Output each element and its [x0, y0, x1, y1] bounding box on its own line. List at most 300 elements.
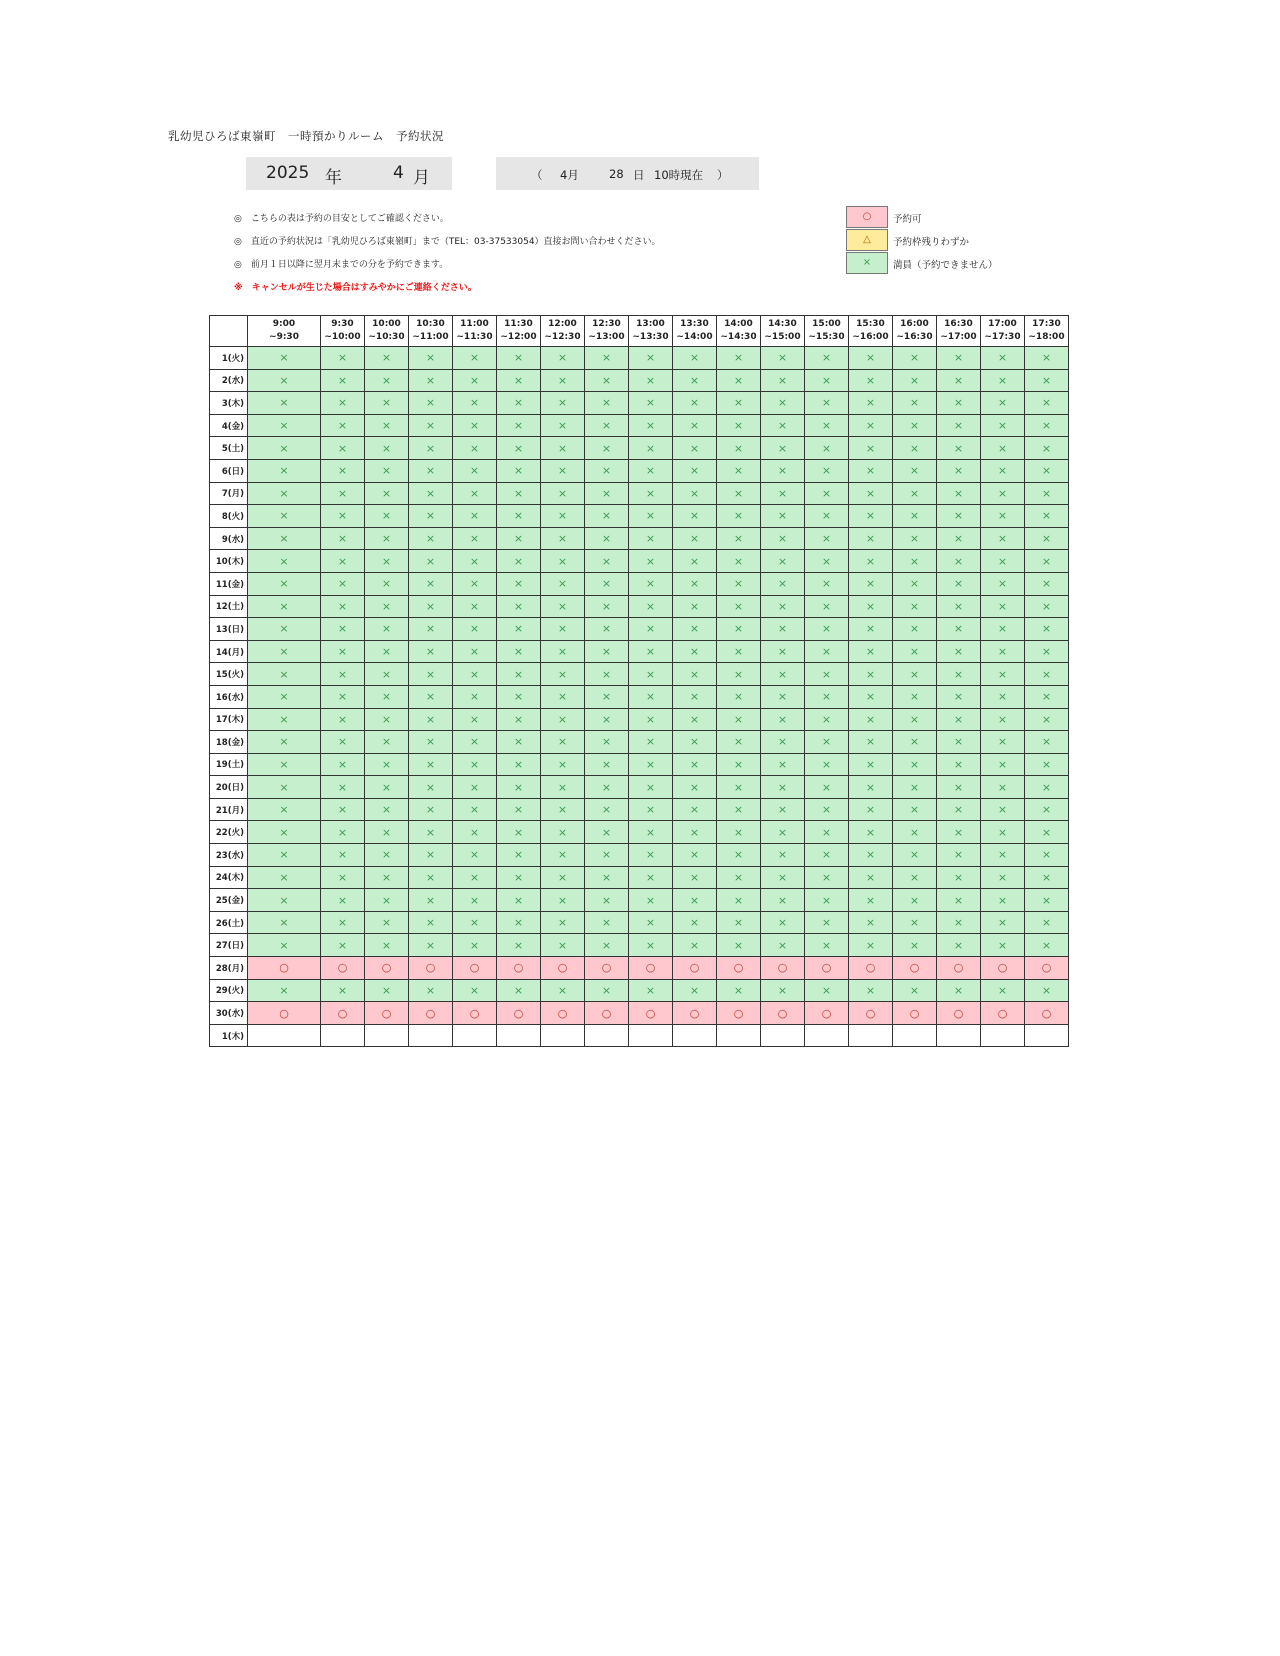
- slot-status-cell: ×: [629, 798, 673, 821]
- slot-status-cell: ×: [937, 866, 981, 889]
- slot-status-cell: ×: [893, 753, 937, 776]
- slot-status-cell: ×: [453, 459, 497, 482]
- slot-status-cell: ×: [849, 572, 893, 595]
- slot-status-cell: ×: [673, 347, 717, 370]
- slot-status-cell: ×: [365, 753, 409, 776]
- legend-full-swatch: ×: [846, 252, 888, 274]
- table-row: [210, 414, 1069, 437]
- slot-status-cell: ×: [673, 414, 717, 437]
- as-of-day-unit: 日: [633, 168, 645, 182]
- slot-status-cell: ×: [629, 821, 673, 844]
- slot-status-cell: ×: [248, 685, 321, 708]
- slot-status-cell: ×: [937, 776, 981, 799]
- slot-status-cell: ×: [321, 550, 365, 573]
- slot-status-cell: ×: [717, 347, 761, 370]
- day-label: 12(土): [210, 595, 248, 618]
- slot-status-cell: ×: [629, 708, 673, 731]
- slot-status-cell: ×: [761, 369, 805, 392]
- slot-status-cell: ×: [541, 934, 585, 957]
- day-label: 15(火): [210, 663, 248, 686]
- slot-status-cell: ×: [541, 685, 585, 708]
- slot-status-cell: ○: [805, 1002, 849, 1025]
- slot-status-cell: ×: [321, 685, 365, 708]
- slot-status-cell: ×: [673, 776, 717, 799]
- legend-few-label: 予約枠残りわずか: [893, 237, 970, 248]
- slot-status-cell: ×: [981, 437, 1025, 460]
- slot-status-cell: ×: [409, 640, 453, 663]
- slot-status-cell: ×: [849, 979, 893, 1002]
- slot-status-cell: ×: [248, 527, 321, 550]
- slot-status-cell: ×: [761, 889, 805, 912]
- time-slot-header: 12:30 ~13:00: [585, 316, 629, 347]
- slot-status-cell: ○: [321, 1002, 365, 1025]
- slot-status-cell: ×: [849, 889, 893, 912]
- time-slot-header: 14:00 ~14:30: [717, 316, 761, 347]
- time-slot-header: 12:00 ~12:30: [541, 316, 585, 347]
- slot-status-cell: ×: [717, 934, 761, 957]
- slot-status-cell: ×: [453, 889, 497, 912]
- slot-status-cell: ×: [761, 414, 805, 437]
- slot-status-cell: [453, 1024, 497, 1047]
- slot-status-cell: ×: [409, 369, 453, 392]
- slot-status-cell: ×: [937, 505, 981, 528]
- slot-status-cell: ×: [673, 911, 717, 934]
- slot-status-cell: ×: [1025, 708, 1069, 731]
- slot-status-cell: [321, 1024, 365, 1047]
- slot-status-cell: ×: [629, 731, 673, 754]
- slot-status-cell: ×: [497, 347, 541, 370]
- slot-status-cell: ○: [365, 957, 409, 980]
- slot-status-cell: ×: [248, 482, 321, 505]
- slot-status-cell: ×: [1025, 753, 1069, 776]
- slot-status-cell: ×: [248, 414, 321, 437]
- slot-status-cell: ×: [893, 572, 937, 595]
- table-row: [210, 1002, 1069, 1025]
- slot-status-cell: ×: [761, 640, 805, 663]
- slot-status-cell: ×: [761, 776, 805, 799]
- slot-status-cell: ×: [717, 550, 761, 573]
- slot-status-cell: ×: [248, 392, 321, 415]
- slot-status-cell: ×: [365, 527, 409, 550]
- slot-status-cell: ×: [453, 866, 497, 889]
- slot-status-cell: ×: [629, 459, 673, 482]
- slot-status-cell: ×: [937, 911, 981, 934]
- slot-status-cell: ×: [717, 708, 761, 731]
- note-1: ◎ こちらの表は予約の目安としてご確認ください。: [234, 214, 449, 224]
- slot-status-cell: ×: [805, 482, 849, 505]
- year-unit: 年: [325, 168, 342, 188]
- table-row: [210, 889, 1069, 912]
- slot-status-cell: ×: [893, 798, 937, 821]
- slot-status-cell: ×: [893, 618, 937, 641]
- slot-status-cell: ×: [541, 572, 585, 595]
- slot-status-cell: ×: [937, 798, 981, 821]
- slot-status-cell: ×: [849, 821, 893, 844]
- slot-status-cell: ×: [585, 821, 629, 844]
- slot-status-cell: ×: [321, 753, 365, 776]
- slot-status-cell: ×: [248, 731, 321, 754]
- slot-status-cell: ×: [629, 911, 673, 934]
- slot-status-cell: ×: [981, 482, 1025, 505]
- slot-status-cell: ×: [453, 979, 497, 1002]
- slot-status-cell: ×: [805, 437, 849, 460]
- slot-status-cell: ×: [717, 979, 761, 1002]
- slot-status-cell: ×: [893, 482, 937, 505]
- slot-status-cell: ×: [629, 550, 673, 573]
- slot-status-cell: [541, 1024, 585, 1047]
- slot-status-cell: ×: [805, 663, 849, 686]
- slot-status-cell: ×: [321, 369, 365, 392]
- table-row: [210, 731, 1069, 754]
- table-row: [210, 369, 1069, 392]
- slot-status-cell: ×: [1025, 685, 1069, 708]
- table-row: [210, 708, 1069, 731]
- slot-status-cell: ×: [849, 844, 893, 867]
- day-label: 28(月): [210, 957, 248, 980]
- slot-status-cell: ○: [248, 957, 321, 980]
- slot-status-cell: [761, 1024, 805, 1047]
- slot-status-cell: ×: [849, 753, 893, 776]
- time-slot-header: 16:30 ~17:00: [937, 316, 981, 347]
- slot-status-cell: ×: [805, 821, 849, 844]
- slot-status-cell: ×: [541, 708, 585, 731]
- table-row: [210, 798, 1069, 821]
- day-label: 17(木): [210, 708, 248, 731]
- slot-status-cell: [248, 1024, 321, 1047]
- slot-status-cell: ×: [893, 550, 937, 573]
- slot-status-cell: ×: [761, 459, 805, 482]
- slot-status-cell: ×: [1025, 347, 1069, 370]
- slot-status-cell: ×: [673, 369, 717, 392]
- slot-status-cell: ×: [453, 414, 497, 437]
- slot-status-cell: ×: [805, 572, 849, 595]
- slot-status-cell: ×: [717, 369, 761, 392]
- slot-status-cell: ×: [937, 663, 981, 686]
- slot-status-cell: ×: [761, 663, 805, 686]
- table-corner: [210, 316, 248, 347]
- slot-status-cell: ×: [629, 392, 673, 415]
- slot-status-cell: ×: [981, 776, 1025, 799]
- slot-status-cell: ×: [409, 685, 453, 708]
- day-label: 4(金): [210, 414, 248, 437]
- slot-status-cell: ×: [365, 595, 409, 618]
- slot-status-cell: ×: [585, 685, 629, 708]
- slot-status-cell: ○: [673, 957, 717, 980]
- slot-status-cell: ×: [805, 595, 849, 618]
- slot-status-cell: ×: [497, 482, 541, 505]
- slot-status-cell: ×: [981, 663, 1025, 686]
- slot-status-cell: ×: [805, 685, 849, 708]
- slot-status-cell: ×: [849, 866, 893, 889]
- slot-status-cell: ○: [497, 957, 541, 980]
- slot-status-cell: ×: [585, 911, 629, 934]
- slot-status-cell: ○: [541, 1002, 585, 1025]
- table-row: [210, 866, 1069, 889]
- slot-status-cell: ×: [893, 595, 937, 618]
- time-slot-header: 16:00 ~16:30: [893, 316, 937, 347]
- slot-status-cell: ×: [1025, 527, 1069, 550]
- slot-status-cell: ×: [497, 979, 541, 1002]
- slot-status-cell: ×: [497, 753, 541, 776]
- day-label: 7(月): [210, 482, 248, 505]
- as-of-close: ）: [717, 168, 729, 182]
- slot-status-cell: ×: [673, 753, 717, 776]
- slot-status-cell: ×: [805, 414, 849, 437]
- slot-status-cell: ×: [1025, 392, 1069, 415]
- slot-status-cell: ×: [981, 347, 1025, 370]
- slot-status-cell: ×: [453, 618, 497, 641]
- slot-status-cell: ×: [981, 459, 1025, 482]
- slot-status-cell: ○: [409, 1002, 453, 1025]
- slot-status-cell: ×: [981, 505, 1025, 528]
- slot-status-cell: ×: [673, 595, 717, 618]
- table-row: [210, 572, 1069, 595]
- slot-status-cell: ×: [541, 821, 585, 844]
- table-row: [210, 459, 1069, 482]
- slot-status-cell: ×: [248, 821, 321, 844]
- slot-status-cell: ×: [981, 392, 1025, 415]
- slot-status-cell: ×: [937, 979, 981, 1002]
- slot-status-cell: ×: [585, 595, 629, 618]
- slot-status-cell: ×: [937, 527, 981, 550]
- slot-status-cell: ×: [849, 618, 893, 641]
- slot-status-cell: ×: [248, 459, 321, 482]
- slot-status-cell: ×: [497, 821, 541, 844]
- slot-status-cell: ×: [541, 640, 585, 663]
- slot-status-cell: ×: [541, 527, 585, 550]
- table-row: [210, 776, 1069, 799]
- slot-status-cell: ×: [365, 640, 409, 663]
- slot-status-cell: ×: [673, 866, 717, 889]
- slot-status-cell: ×: [849, 595, 893, 618]
- slot-status-cell: ×: [585, 708, 629, 731]
- year-value: 2025: [266, 163, 310, 183]
- slot-status-cell: ×: [453, 392, 497, 415]
- slot-status-cell: ×: [409, 505, 453, 528]
- time-slot-header: 10:00 ~10:30: [365, 316, 409, 347]
- slot-status-cell: ×: [409, 866, 453, 889]
- slot-status-cell: ×: [937, 437, 981, 460]
- slot-status-cell: ×: [673, 708, 717, 731]
- slot-status-cell: ×: [981, 640, 1025, 663]
- slot-status-cell: ×: [541, 414, 585, 437]
- slot-status-cell: ×: [497, 889, 541, 912]
- slot-status-cell: ×: [761, 798, 805, 821]
- slot-status-cell: ×: [629, 844, 673, 867]
- slot-status-cell: ×: [497, 731, 541, 754]
- day-label: 1(火): [210, 347, 248, 370]
- slot-status-cell: ×: [981, 889, 1025, 912]
- slot-status-cell: ×: [248, 572, 321, 595]
- slot-status-cell: ×: [717, 482, 761, 505]
- table-row: [210, 527, 1069, 550]
- slot-status-cell: ×: [981, 911, 1025, 934]
- slot-status-cell: ×: [629, 640, 673, 663]
- slot-status-cell: ×: [717, 640, 761, 663]
- table-row: [210, 821, 1069, 844]
- slot-status-cell: ×: [409, 934, 453, 957]
- slot-status-cell: ×: [717, 663, 761, 686]
- slot-status-cell: ×: [673, 685, 717, 708]
- slot-status-cell: ×: [248, 437, 321, 460]
- slot-status-cell: ×: [409, 618, 453, 641]
- slot-status-cell: ×: [1025, 550, 1069, 573]
- slot-status-cell: ×: [805, 459, 849, 482]
- slot-status-cell: ×: [629, 618, 673, 641]
- slot-status-cell: ×: [365, 572, 409, 595]
- slot-status-cell: ×: [1025, 911, 1069, 934]
- slot-status-cell: ×: [629, 663, 673, 686]
- slot-status-cell: ×: [717, 776, 761, 799]
- slot-status-cell: ×: [629, 979, 673, 1002]
- slot-status-cell: ×: [717, 911, 761, 934]
- slot-status-cell: ×: [761, 595, 805, 618]
- slot-status-cell: ×: [321, 934, 365, 957]
- slot-status-cell: ×: [717, 731, 761, 754]
- slot-status-cell: ×: [541, 731, 585, 754]
- slot-status-cell: ×: [761, 392, 805, 415]
- slot-status-cell: ×: [937, 414, 981, 437]
- slot-status-cell: ×: [497, 392, 541, 415]
- slot-status-cell: ×: [629, 595, 673, 618]
- slot-status-cell: ×: [805, 527, 849, 550]
- slot-status-cell: ×: [365, 392, 409, 415]
- slot-status-cell: ×: [585, 640, 629, 663]
- slot-status-cell: [629, 1024, 673, 1047]
- slot-status-cell: ×: [629, 889, 673, 912]
- slot-status-cell: ×: [541, 844, 585, 867]
- slot-status-cell: ×: [761, 527, 805, 550]
- slot-status-cell: ×: [453, 911, 497, 934]
- day-label: 21(月): [210, 798, 248, 821]
- slot-status-cell: ×: [981, 685, 1025, 708]
- day-label: 29(火): [210, 979, 248, 1002]
- slot-status-cell: ×: [629, 482, 673, 505]
- slot-status-cell: ×: [673, 844, 717, 867]
- day-label: 18(金): [210, 731, 248, 754]
- time-slot-header: 17:30 ~18:00: [1025, 316, 1069, 347]
- slot-status-cell: [805, 1024, 849, 1047]
- slot-status-cell: ×: [761, 866, 805, 889]
- slot-status-cell: ×: [805, 798, 849, 821]
- slot-status-cell: ×: [409, 731, 453, 754]
- slot-status-cell: ×: [893, 776, 937, 799]
- slot-status-cell: ×: [365, 866, 409, 889]
- slot-status-cell: ×: [541, 889, 585, 912]
- slot-status-cell: ×: [893, 979, 937, 1002]
- slot-status-cell: ×: [541, 369, 585, 392]
- slot-status-cell: ○: [893, 1002, 937, 1025]
- slot-status-cell: ×: [585, 437, 629, 460]
- slot-status-cell: ×: [321, 527, 365, 550]
- slot-status-cell: ×: [248, 866, 321, 889]
- slot-status-cell: ×: [673, 798, 717, 821]
- slot-status-cell: ×: [1025, 776, 1069, 799]
- slot-status-cell: ×: [321, 798, 365, 821]
- slot-status-cell: ×: [321, 347, 365, 370]
- slot-status-cell: ×: [981, 753, 1025, 776]
- slot-status-cell: ×: [629, 572, 673, 595]
- slot-status-cell: ×: [541, 798, 585, 821]
- slot-status-cell: ×: [1025, 934, 1069, 957]
- slot-status-cell: ×: [409, 844, 453, 867]
- slot-status-cell: ×: [497, 550, 541, 573]
- slot-status-cell: ×: [1025, 595, 1069, 618]
- slot-status-cell: ×: [409, 414, 453, 437]
- slot-status-cell: ×: [981, 821, 1025, 844]
- slot-status-cell: ×: [893, 889, 937, 912]
- slot-status-cell: ×: [248, 934, 321, 957]
- slot-status-cell: ×: [805, 369, 849, 392]
- day-label: 9(水): [210, 527, 248, 550]
- slot-status-cell: ×: [365, 482, 409, 505]
- slot-status-cell: ×: [453, 821, 497, 844]
- slot-status-cell: ○: [893, 957, 937, 980]
- slot-status-cell: ×: [321, 844, 365, 867]
- slot-status-cell: ×: [717, 437, 761, 460]
- slot-status-cell: ×: [717, 821, 761, 844]
- slot-status-cell: ×: [805, 889, 849, 912]
- slot-status-cell: ○: [497, 1002, 541, 1025]
- day-label: 19(土): [210, 753, 248, 776]
- slot-status-cell: ○: [937, 1002, 981, 1025]
- slot-status-cell: ×: [541, 392, 585, 415]
- slot-status-cell: ×: [673, 821, 717, 844]
- day-label: 8(火): [210, 505, 248, 528]
- slot-status-cell: ×: [1025, 640, 1069, 663]
- slot-status-cell: ×: [673, 482, 717, 505]
- slot-status-cell: [937, 1024, 981, 1047]
- slot-status-cell: ×: [761, 347, 805, 370]
- as-of-month: 4月: [560, 168, 579, 182]
- note-2: ◎ 直近の予約状況は「乳幼児ひろば東嶺町」まで（TEL：03-37533054）直接お問い合わせください。: [234, 237, 661, 247]
- slot-status-cell: ×: [805, 776, 849, 799]
- slot-status-cell: ×: [248, 640, 321, 663]
- slot-status-cell: ×: [937, 392, 981, 415]
- slot-status-cell: ×: [541, 911, 585, 934]
- slot-status-cell: [585, 1024, 629, 1047]
- slot-status-cell: ×: [453, 685, 497, 708]
- slot-status-cell: ×: [893, 685, 937, 708]
- slot-status-cell: ×: [541, 437, 585, 460]
- slot-status-cell: ×: [321, 595, 365, 618]
- slot-status-cell: ×: [365, 369, 409, 392]
- slot-status-cell: ×: [937, 685, 981, 708]
- slot-status-cell: ×: [673, 459, 717, 482]
- table-row: [210, 753, 1069, 776]
- day-label: 3(木): [210, 392, 248, 415]
- time-slot-header: 9:30 ~10:00: [321, 316, 365, 347]
- slot-status-cell: ×: [365, 708, 409, 731]
- slot-status-cell: ○: [365, 1002, 409, 1025]
- slot-status-cell: ×: [321, 979, 365, 1002]
- slot-status-cell: ×: [937, 753, 981, 776]
- slot-status-cell: ×: [365, 776, 409, 799]
- slot-status-cell: ×: [981, 979, 1025, 1002]
- slot-status-cell: ×: [893, 821, 937, 844]
- slot-status-cell: ×: [409, 663, 453, 686]
- slot-status-cell: ×: [893, 663, 937, 686]
- slot-status-cell: ×: [409, 798, 453, 821]
- slot-status-cell: ×: [761, 550, 805, 573]
- slot-status-cell: ×: [365, 347, 409, 370]
- slot-status-cell: ×: [805, 753, 849, 776]
- slot-status-cell: ×: [585, 392, 629, 415]
- time-slot-header: 9:00 ~9:30: [248, 316, 321, 347]
- slot-status-cell: ×: [541, 618, 585, 641]
- slot-status-cell: ×: [321, 776, 365, 799]
- slot-status-cell: ×: [937, 821, 981, 844]
